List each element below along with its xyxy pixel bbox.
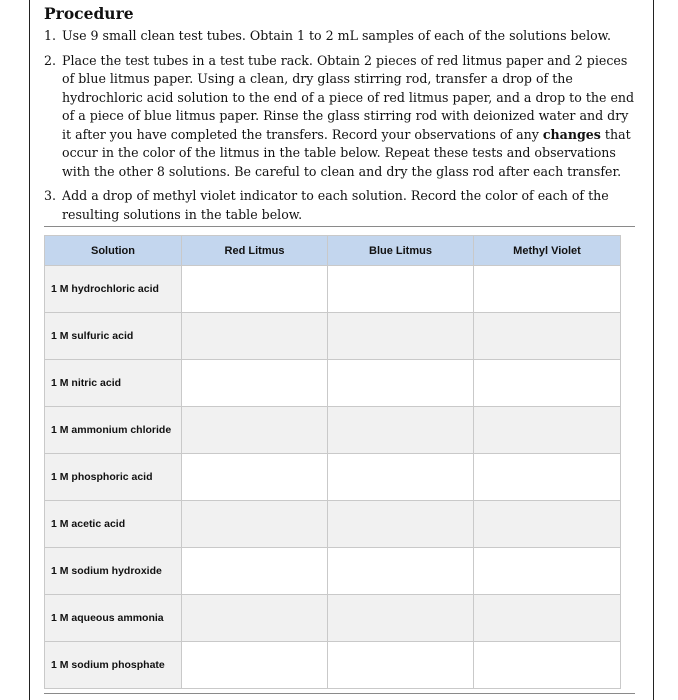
step-3	[44, 187, 636, 224]
solution-name: 1 M ammonium chloride	[45, 407, 182, 454]
blue-litmus-cell[interactable]	[328, 642, 474, 689]
table-row	[45, 548, 621, 595]
table-row	[45, 407, 621, 454]
solution-name: 1 M sodium hydroxide	[45, 548, 182, 595]
step-text-part-a: Place the test tubes in a test tube rack. Obtain 2 pieces of red litmus paper and 2 pieces of blue litmus paper. Using a clean, dry glass stirring rod, transfer a drop of the hydrochloric acid solution to the end of a piece of red litmus paper, and a drop to the end of a piece of blue litmus paper. Rinse the glass stirring rod with deionized water and dry it after you have completed the transfers. Record your observations of any	[62, 52, 635, 142]
red-litmus-cell[interactable]	[182, 501, 328, 548]
blue-litmus-cell[interactable]	[328, 595, 474, 642]
methyl-violet-cell[interactable]	[474, 642, 621, 689]
methyl-violet-cell[interactable]	[474, 407, 621, 454]
step-text-emphasis: changes	[542, 126, 601, 142]
divider-top	[44, 226, 635, 227]
solution-name: 1 M hydrochloric acid	[45, 266, 182, 313]
red-litmus-cell[interactable]	[182, 407, 328, 454]
methyl-violet-cell[interactable]	[474, 266, 621, 313]
solution-name: 1 M sulfuric acid	[45, 313, 182, 360]
blue-litmus-cell[interactable]	[328, 548, 474, 595]
step-2	[44, 52, 636, 182]
divider-bottom	[44, 693, 635, 694]
procedure-steps	[44, 27, 636, 224]
methyl-violet-cell[interactable]	[474, 360, 621, 407]
header-red-litmus: Red Litmus	[182, 236, 328, 266]
header-blue-litmus: Blue Litmus	[328, 236, 474, 266]
table-row	[45, 595, 621, 642]
step-number: 1.	[44, 28, 57, 43]
blue-litmus-cell[interactable]	[328, 266, 474, 313]
procedure-section	[44, 4, 636, 230]
solution-name: 1 M acetic acid	[45, 501, 182, 548]
red-litmus-cell[interactable]	[182, 548, 328, 595]
blue-litmus-cell[interactable]	[328, 501, 474, 548]
table-row	[45, 266, 621, 313]
table-header-row	[45, 236, 621, 266]
table-row	[45, 642, 621, 689]
step-text: Use 9 small clean test tubes. Obtain 1 to 2 mL samples of each of the solutions below.	[62, 28, 611, 43]
blue-litmus-cell[interactable]	[328, 360, 474, 407]
blue-litmus-cell[interactable]	[328, 407, 474, 454]
methyl-violet-cell[interactable]	[474, 313, 621, 360]
methyl-violet-cell[interactable]	[474, 454, 621, 501]
table-row	[45, 454, 621, 501]
solution-name: 1 M aqueous ammonia	[45, 595, 182, 642]
red-litmus-cell[interactable]	[182, 595, 328, 642]
blue-litmus-cell[interactable]	[328, 313, 474, 360]
solution-name: 1 M phosphoric acid	[45, 454, 182, 501]
red-litmus-cell[interactable]	[182, 313, 328, 360]
step-text: Add a drop of methyl violet indicator to each solution. Record the color of each of the resulting solutions in the table below.	[62, 188, 609, 222]
red-litmus-cell[interactable]	[182, 360, 328, 407]
methyl-violet-cell[interactable]	[474, 595, 621, 642]
table-row	[45, 360, 621, 407]
solution-name: 1 M nitric acid	[45, 360, 182, 407]
table-row	[45, 501, 621, 548]
red-litmus-cell[interactable]	[182, 454, 328, 501]
page-border-left	[29, 0, 30, 700]
table-row	[45, 313, 621, 360]
red-litmus-cell[interactable]	[182, 642, 328, 689]
header-methyl-violet: Methyl Violet	[474, 236, 621, 266]
page-border-right	[653, 0, 654, 700]
methyl-violet-cell[interactable]	[474, 501, 621, 548]
red-litmus-cell[interactable]	[182, 266, 328, 313]
solution-name: 1 M sodium phosphate	[45, 642, 182, 689]
step-1	[44, 27, 636, 46]
step-text-part-b: that occur in the color of the litmus in the table below. Repeat these tests and observations with the other 8 solutions. Be careful to clean and dry the glass rod after each transfer.	[62, 126, 631, 179]
observation-table	[44, 235, 621, 689]
blue-litmus-cell[interactable]	[328, 454, 474, 501]
header-solution: Solution	[45, 236, 182, 266]
methyl-violet-cell[interactable]	[474, 548, 621, 595]
step-number: 3.	[44, 188, 57, 203]
procedure-heading: Procedure	[44, 4, 134, 23]
step-number: 2.	[44, 52, 57, 68]
